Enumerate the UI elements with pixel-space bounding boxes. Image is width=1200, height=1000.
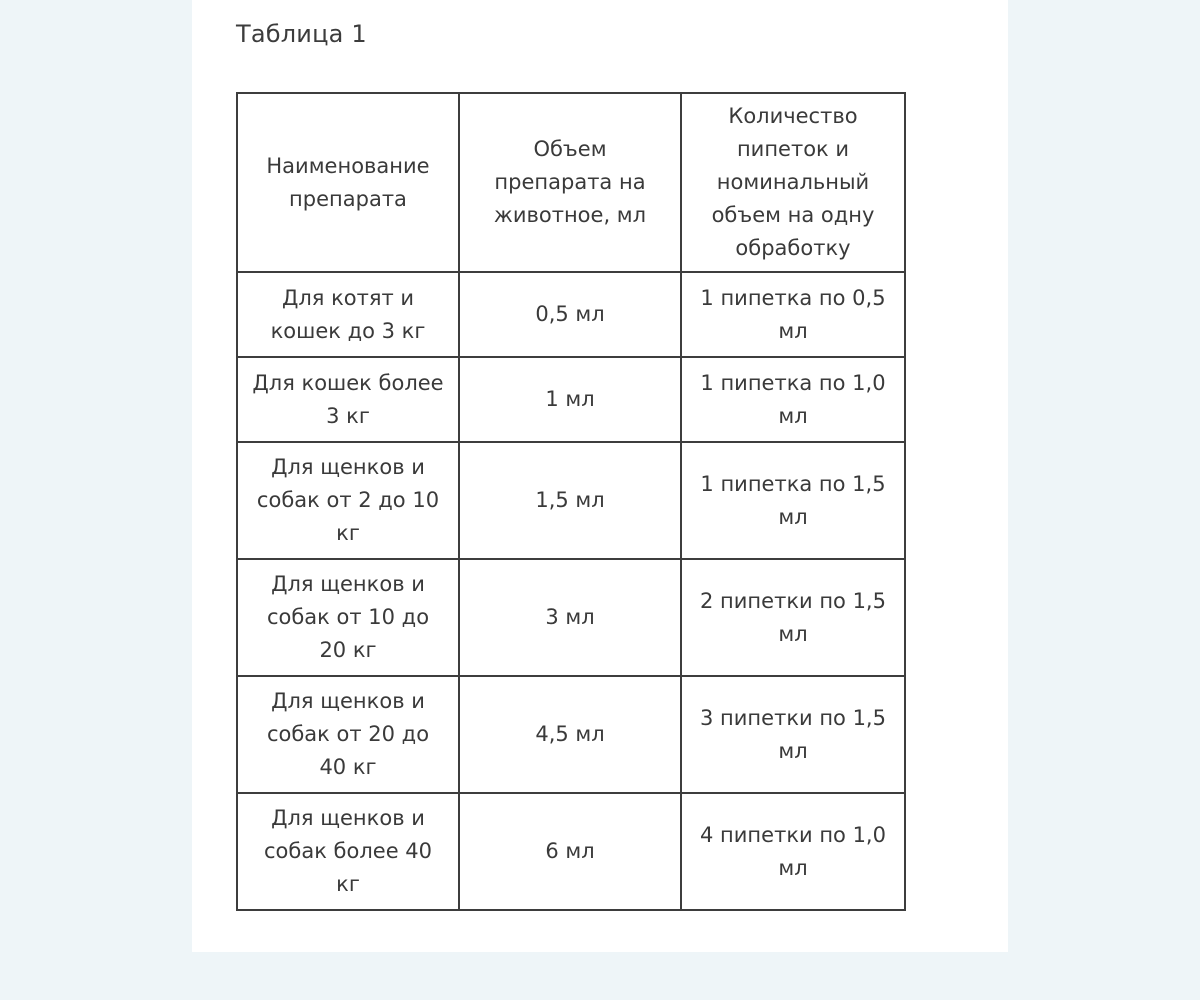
cell-pipettes: 1 пипетка по 1,5 мл xyxy=(681,442,905,559)
cell-volume: 6 мл xyxy=(459,793,681,910)
cell-pipettes: 3 пипетки по 1,5 мл xyxy=(681,676,905,793)
cell-pipettes: 1 пипетка по 1,0 мл xyxy=(681,357,905,442)
cell-name: Для щенков и собак от 20 до 40 кг xyxy=(237,676,459,793)
header-volume: Объем препарата на животное, мл xyxy=(459,93,681,272)
cell-pipettes: 2 пипетки по 1,5 мл xyxy=(681,559,905,676)
cell-volume: 1,5 мл xyxy=(459,442,681,559)
header-pipettes: Количество пипеток и номинальный объем на одну обработку xyxy=(681,93,905,272)
cell-name: Для щенков и собак от 2 до 10 кг xyxy=(237,442,459,559)
table-row xyxy=(237,357,905,442)
cell-name: Для кошек более 3 кг xyxy=(237,357,459,442)
cell-volume: 1 мл xyxy=(459,357,681,442)
cell-name: Для щенков и собак от 10 до 20 кг xyxy=(237,559,459,676)
table-row xyxy=(237,442,905,559)
cell-name: Для котят и кошек до 3 кг xyxy=(237,272,459,357)
cell-name: Для щенков и собак более 40 кг xyxy=(237,793,459,910)
header-name: Наименование препарата xyxy=(237,93,459,272)
table-row xyxy=(237,676,905,793)
cell-volume: 4,5 мл xyxy=(459,676,681,793)
table-caption: Таблица 1 xyxy=(236,20,367,48)
document-page xyxy=(192,0,1008,952)
cell-pipettes: 4 пипетки по 1,0 мл xyxy=(681,793,905,910)
table-row xyxy=(237,793,905,910)
table-header-row xyxy=(237,93,905,272)
table-row xyxy=(237,272,905,357)
cell-volume: 3 мл xyxy=(459,559,681,676)
dosage-table xyxy=(236,92,906,911)
cell-volume: 0,5 мл xyxy=(459,272,681,357)
table-row xyxy=(237,559,905,676)
cell-pipettes: 1 пипетка по 0,5 мл xyxy=(681,272,905,357)
